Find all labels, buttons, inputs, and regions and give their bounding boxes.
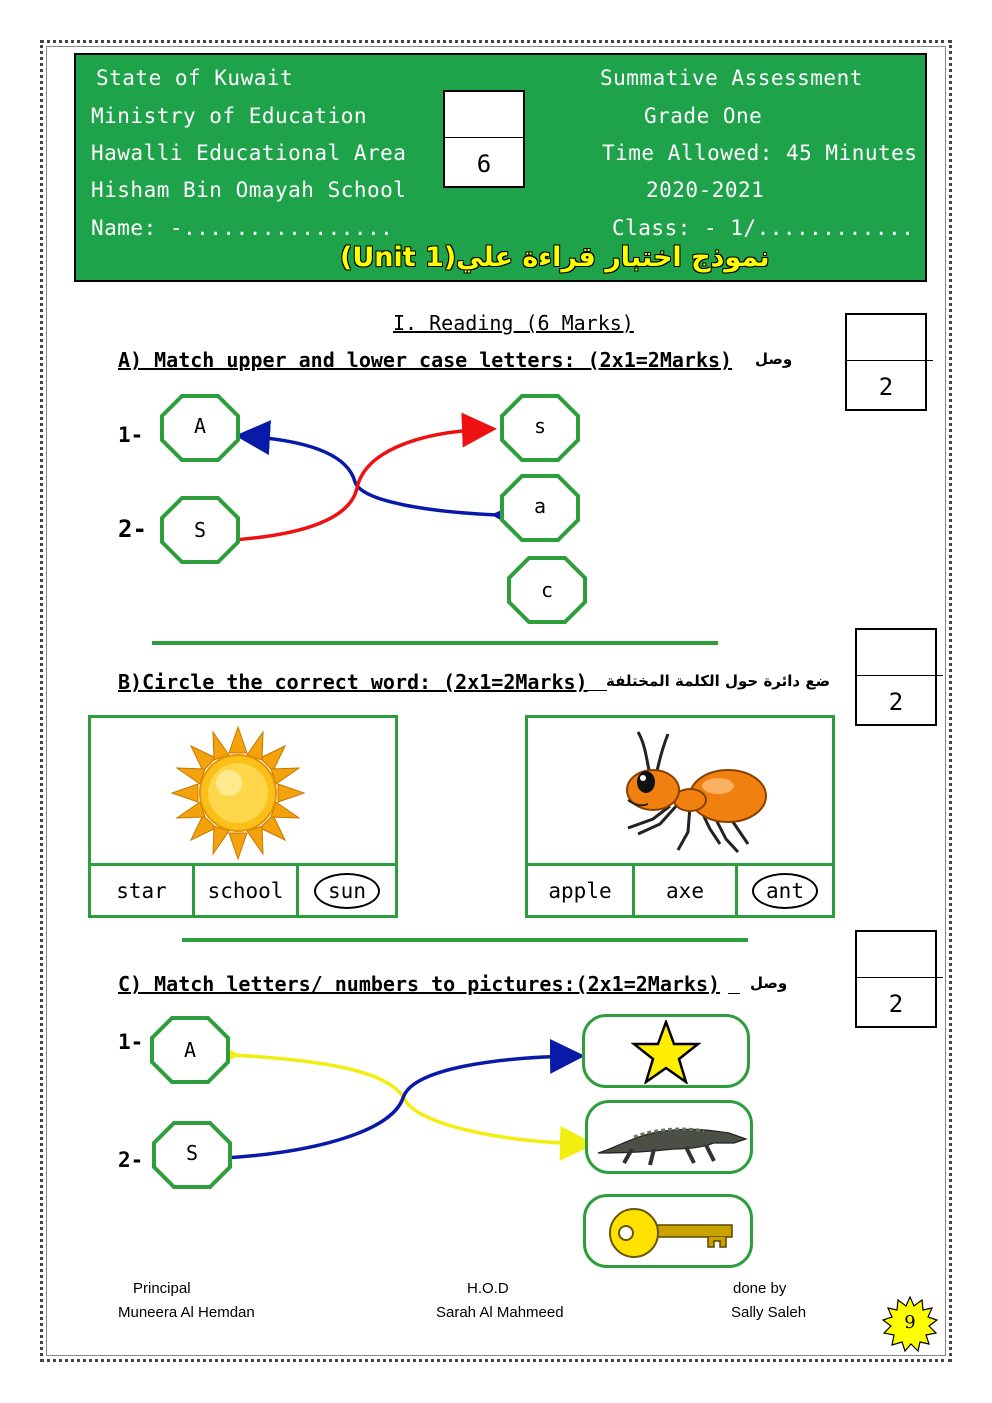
sun-word-row — [91, 863, 395, 915]
a-left-octagon-1[interactable] — [160, 394, 240, 462]
ant-word-row — [528, 863, 832, 915]
word-school-text: school — [207, 878, 284, 903]
part-b-underline-tail — [585, 690, 607, 691]
total-score-value: 6 — [476, 150, 492, 178]
word-axe-text: axe — [666, 878, 704, 903]
done-by-name: Sally Saleh — [731, 1304, 807, 1321]
part-c-score-box — [855, 930, 937, 1028]
part-a-score-value: 2 — [878, 373, 894, 401]
word-axe[interactable] — [632, 866, 735, 915]
arabic-title: نموذج اختبار قراءة علي(Unit 1) — [340, 242, 770, 273]
part-a-arabic: وصل — [755, 350, 793, 368]
key-icon — [608, 1205, 738, 1261]
divider-2 — [182, 938, 748, 942]
sun-picture — [163, 724, 313, 862]
time-label: Time Allowed: 45 Minutes — [602, 141, 918, 165]
arrow-a-to-star — [233, 1055, 588, 1144]
c-number-2: 2- — [118, 1148, 144, 1172]
part-c-underline-tail — [728, 993, 740, 994]
a-right-letter-2: a — [533, 494, 547, 518]
page-number: 9 — [904, 1312, 916, 1333]
part-b-score-value: 2 — [888, 688, 904, 716]
picture-key[interactable] — [583, 1194, 753, 1268]
principal-role: Principal — [133, 1280, 191, 1297]
word-school[interactable] — [192, 866, 296, 915]
c-left-letter-1: A — [183, 1038, 197, 1062]
word-star[interactable] — [91, 866, 192, 915]
divider-1 — [152, 641, 718, 645]
ant-picture — [598, 724, 773, 860]
word-sun-circled: sun — [314, 873, 380, 909]
a-right-octagon-2[interactable] — [500, 474, 580, 542]
a-right-letter-1: s — [533, 414, 547, 438]
word-ant-circled: ant — [752, 873, 818, 909]
year-label: 2020-2021 — [646, 178, 765, 202]
card-sun — [88, 715, 398, 918]
section-title: I. Reading (6 Marks) — [393, 311, 634, 335]
part-b-arabic: ضع دائرة حول الكلمة المختلفة — [606, 672, 831, 690]
star-icon — [631, 1020, 701, 1084]
arrow-s-to-crocodile — [225, 1056, 578, 1158]
picture-crocodile[interactable] — [585, 1100, 753, 1174]
c-left-octagon-1[interactable] — [150, 1016, 230, 1084]
part-b-score-box — [855, 628, 937, 726]
school-label: Hisham Bin Omayah School — [91, 178, 407, 202]
state-label: State of Kuwait — [96, 66, 294, 90]
arrow-s-to-s — [233, 429, 490, 540]
part-c-arabic: وصل — [750, 974, 788, 992]
crocodile-icon — [594, 1109, 749, 1169]
area-label: Hawalli Educational Area — [91, 141, 407, 165]
part-a-title: A) Match upper and lower case letters: (2x1=2Marks) — [118, 348, 733, 372]
page-number-badge — [882, 1296, 938, 1352]
c-left-letter-2: S — [185, 1141, 199, 1165]
a-left-letter-2: S — [193, 518, 207, 542]
a-right-letter-3: c — [540, 578, 554, 602]
a-number-1: 1- — [118, 423, 144, 447]
part-c-score-value: 2 — [888, 990, 904, 1018]
arrow-a-to-a — [242, 436, 498, 515]
a-left-letter-1: A — [193, 414, 207, 438]
name-field[interactable]: Name: -................ — [91, 216, 394, 240]
a-right-octagon-1[interactable] — [500, 394, 580, 462]
a-number-2: 2- — [118, 515, 147, 543]
class-field[interactable]: Class: - 1/............ — [612, 216, 915, 240]
word-apple[interactable] — [528, 866, 632, 915]
principal-name: Muneera Al Hemdan — [118, 1304, 255, 1321]
ministry-label: Ministry of Education — [91, 104, 368, 128]
card-ant — [525, 715, 835, 918]
picture-star[interactable] — [582, 1014, 750, 1088]
word-star-text: star — [116, 878, 167, 903]
done-by-role: done by — [733, 1280, 787, 1297]
c-left-octagon-2[interactable] — [152, 1121, 232, 1189]
c-number-1: 1- — [118, 1030, 144, 1054]
part-b-title: B)Circle the correct word: (2x1=2Marks) — [118, 670, 588, 694]
word-ant[interactable] — [735, 866, 832, 915]
grade-label: Grade One — [644, 104, 763, 128]
hod-name: Sarah Al Mahmeed — [436, 1304, 564, 1321]
word-apple-text: apple — [548, 878, 612, 903]
hod-role: H.O.D — [467, 1280, 509, 1297]
assessment-label: Summative Assessment — [600, 66, 863, 90]
word-sun[interactable] — [296, 866, 395, 915]
a-left-octagon-2[interactable] — [160, 496, 240, 564]
a-right-octagon-3[interactable] — [507, 556, 587, 624]
part-c-title: C) Match letters/ numbers to pictures:(2x1=2Marks) — [118, 972, 721, 996]
